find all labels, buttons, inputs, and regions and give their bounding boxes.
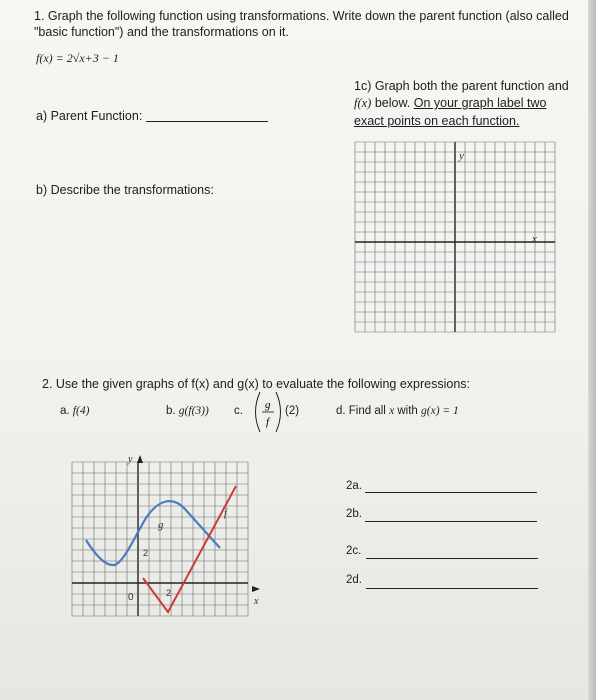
q2-x-label: x bbox=[254, 596, 259, 607]
q1c-line1: 1c) Graph both the parent function and bbox=[354, 79, 569, 93]
q2c-arg: (2) bbox=[285, 405, 300, 417]
q1c-instruction-underlined: On your graph label two bbox=[413, 96, 547, 110]
q1c-line3: exact points on each function. bbox=[354, 114, 520, 128]
q2-prompt: 2. Use the given graphs of f(x) and g(x) to evaluate the following expressions: bbox=[42, 377, 471, 391]
q1a-label: a) Parent Function: bbox=[36, 109, 143, 123]
q1-grid-y-label: y bbox=[459, 150, 464, 162]
q2d-expr: g(x) = 1 bbox=[421, 405, 459, 417]
answer-2b-label: 2b. bbox=[346, 508, 362, 520]
q2-tick-2-x: 2 bbox=[166, 588, 172, 598]
answer-2b-line[interactable] bbox=[365, 521, 537, 522]
q2-y-label: y bbox=[128, 454, 133, 465]
q2b-expr: g(f(3)) bbox=[178, 405, 209, 417]
page-edge-shadow bbox=[588, 0, 596, 700]
q1-prompt-line2: "basic function") and the transformations on it. bbox=[34, 25, 289, 39]
q2c-denominator: f bbox=[266, 416, 270, 428]
q2a-letter: a. bbox=[60, 405, 70, 417]
q2d-with: with bbox=[397, 405, 418, 417]
y-axis-arrow bbox=[137, 455, 143, 463]
q2d-text: d. Find all bbox=[336, 405, 386, 417]
q1c-below: below. bbox=[371, 96, 414, 110]
q2c-letter: c. bbox=[234, 405, 243, 417]
q1-prompt-line1: 1. Graph the following function using transformations. Write down the parent function (also called bbox=[34, 9, 569, 23]
q1-grid-x-label: x bbox=[532, 233, 537, 245]
f-label: f bbox=[224, 508, 227, 519]
q1b-label: b) Describe the transformations: bbox=[36, 183, 214, 197]
q1-function: f(x) = 2√x+3 − 1 bbox=[36, 51, 119, 65]
answer-2a-line[interactable] bbox=[365, 492, 537, 493]
q2-tick-2-y: 2 bbox=[143, 548, 149, 558]
answer-2d-label: 2d. bbox=[346, 574, 362, 586]
q2d-var: x bbox=[389, 405, 395, 417]
q2b-letter: b. bbox=[166, 405, 176, 417]
g-curve bbox=[86, 501, 220, 565]
answer-2c-line[interactable] bbox=[366, 558, 538, 559]
g-label: g bbox=[158, 519, 164, 531]
q1c-fx: f(x) bbox=[354, 96, 372, 110]
answer-2c-label: 2c. bbox=[346, 545, 362, 557]
q2a-expr: f(4) bbox=[72, 405, 90, 417]
q2c-numerator: g bbox=[265, 399, 271, 411]
answer-2d-line[interactable] bbox=[366, 588, 538, 589]
q2-origin-label: 0 bbox=[128, 592, 134, 603]
x-axis-arrow bbox=[252, 586, 260, 592]
answer-2a-label: 2a. bbox=[346, 480, 362, 492]
